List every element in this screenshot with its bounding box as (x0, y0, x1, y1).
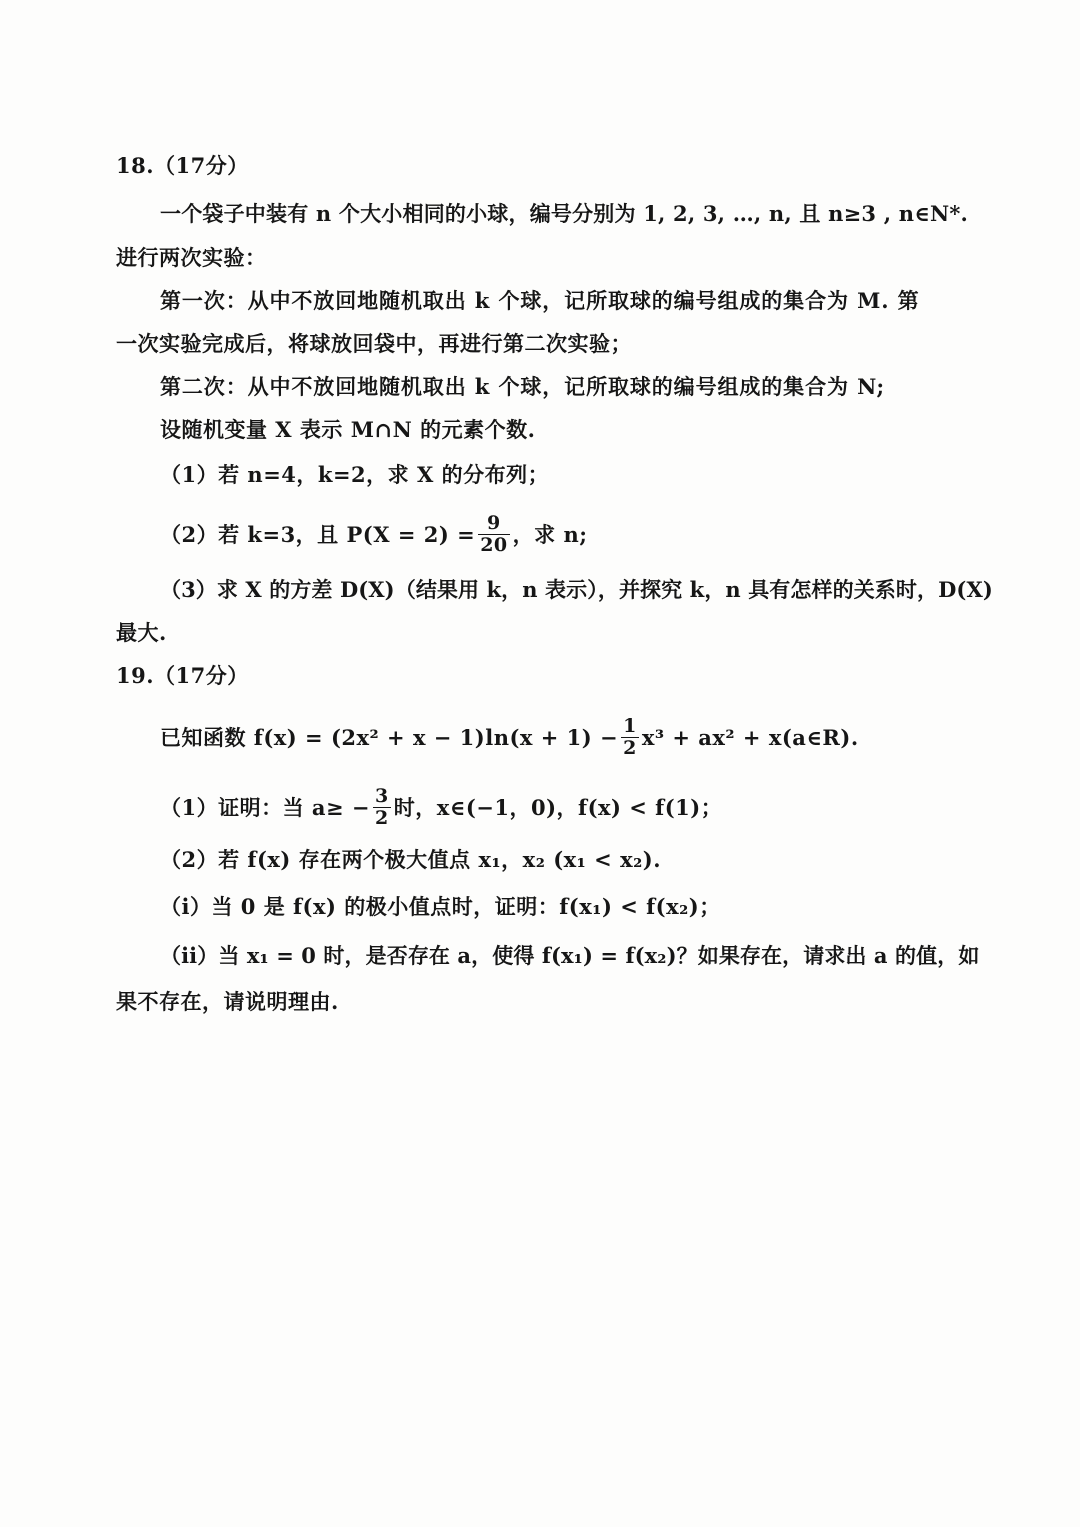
q18-part3-line1: （3）求 X 的方差 D(X)（结果用 k，n 表示），并探究 k，n 具有怎样的关系时，D(X) (160, 577, 993, 602)
q19-part1-text: （1）证明：当 a≥ − (160, 795, 371, 820)
q18-heading: 18.（17分） (116, 153, 249, 178)
q19-part1 (160, 785, 723, 831)
q18-part3-line2: 最大. (116, 620, 167, 645)
q18-part2-text: （2）若 k=3，且 P(X = 2) = (160, 522, 476, 547)
q19-part2-ii-line1: （ii）当 x₁ = 0 时，是否存在 a，使得 f(x₁) = f(x₂)？如果存在，请求出 a 的值，如 (160, 943, 980, 968)
q18-part2-fraction-denominator: 20 (480, 534, 508, 556)
q19-function-fraction (621, 716, 639, 759)
q19-part1-fraction-denominator: 2 (375, 807, 389, 829)
q18-part2-fraction (478, 513, 509, 556)
q18-first-experiment-line2: 一次实验完成后，将球放回袋中，再进行第二次实验； (116, 331, 632, 356)
q18-part2-text-end: ，求 n; (512, 522, 588, 547)
q19-part1-fraction (373, 786, 391, 829)
q19-function-text: 已知函数 f(x) = (2x² + x − 1)ln(x + 1) − (160, 725, 619, 750)
q18-second-experiment: 第二次：从中不放回地随机取出 k 个球，记所取球的编号组成的集合为 N; (160, 374, 886, 399)
q19-heading: 19.（17分） (116, 663, 249, 688)
q19-function-fraction-numerator: 1 (623, 715, 637, 737)
q19-function-definition (160, 715, 859, 761)
q18-part2 (160, 512, 588, 558)
q19-part1-fraction-numerator: 3 (375, 785, 389, 807)
q19-part2-i: （i）当 0 是 f(x) 的极小值点时，证明：f(x₁) < f(x₂)； (160, 894, 721, 919)
q18-random-variable-definition: 设随机变量 X 表示 M∩N 的元素个数. (160, 417, 536, 442)
q19-function-fraction-denominator: 2 (623, 737, 637, 759)
q19-part2: （2）若 f(x) 存在两个极大值点 x₁，x₂ (x₁ < x₂). (160, 847, 662, 872)
q19-function-text-end: x³ + ax² + x(a∈R). (641, 725, 859, 750)
q19-part2-ii-line2: 果不存在，请说明理由. (116, 989, 339, 1014)
q18-intro-line1: 一个袋子中装有 n 个大小相同的小球，编号分别为 1, 2, 3, …, n, 且 n≥3 , n∈N*. (160, 201, 969, 226)
q18-first-experiment-line1: 第一次：从中不放回地随机取出 k 个球，记所取球的编号组成的集合为 M. 第 (160, 288, 920, 313)
q18-intro-line2: 进行两次实验： (116, 245, 267, 270)
q19-part1-text-end: 时，x∈(−1，0)，f(x) < f(1)； (393, 795, 723, 820)
q18-part2-fraction-numerator: 9 (478, 513, 509, 535)
q18-part1: （1）若 n=4，k=2，求 X 的分布列； (160, 462, 550, 487)
